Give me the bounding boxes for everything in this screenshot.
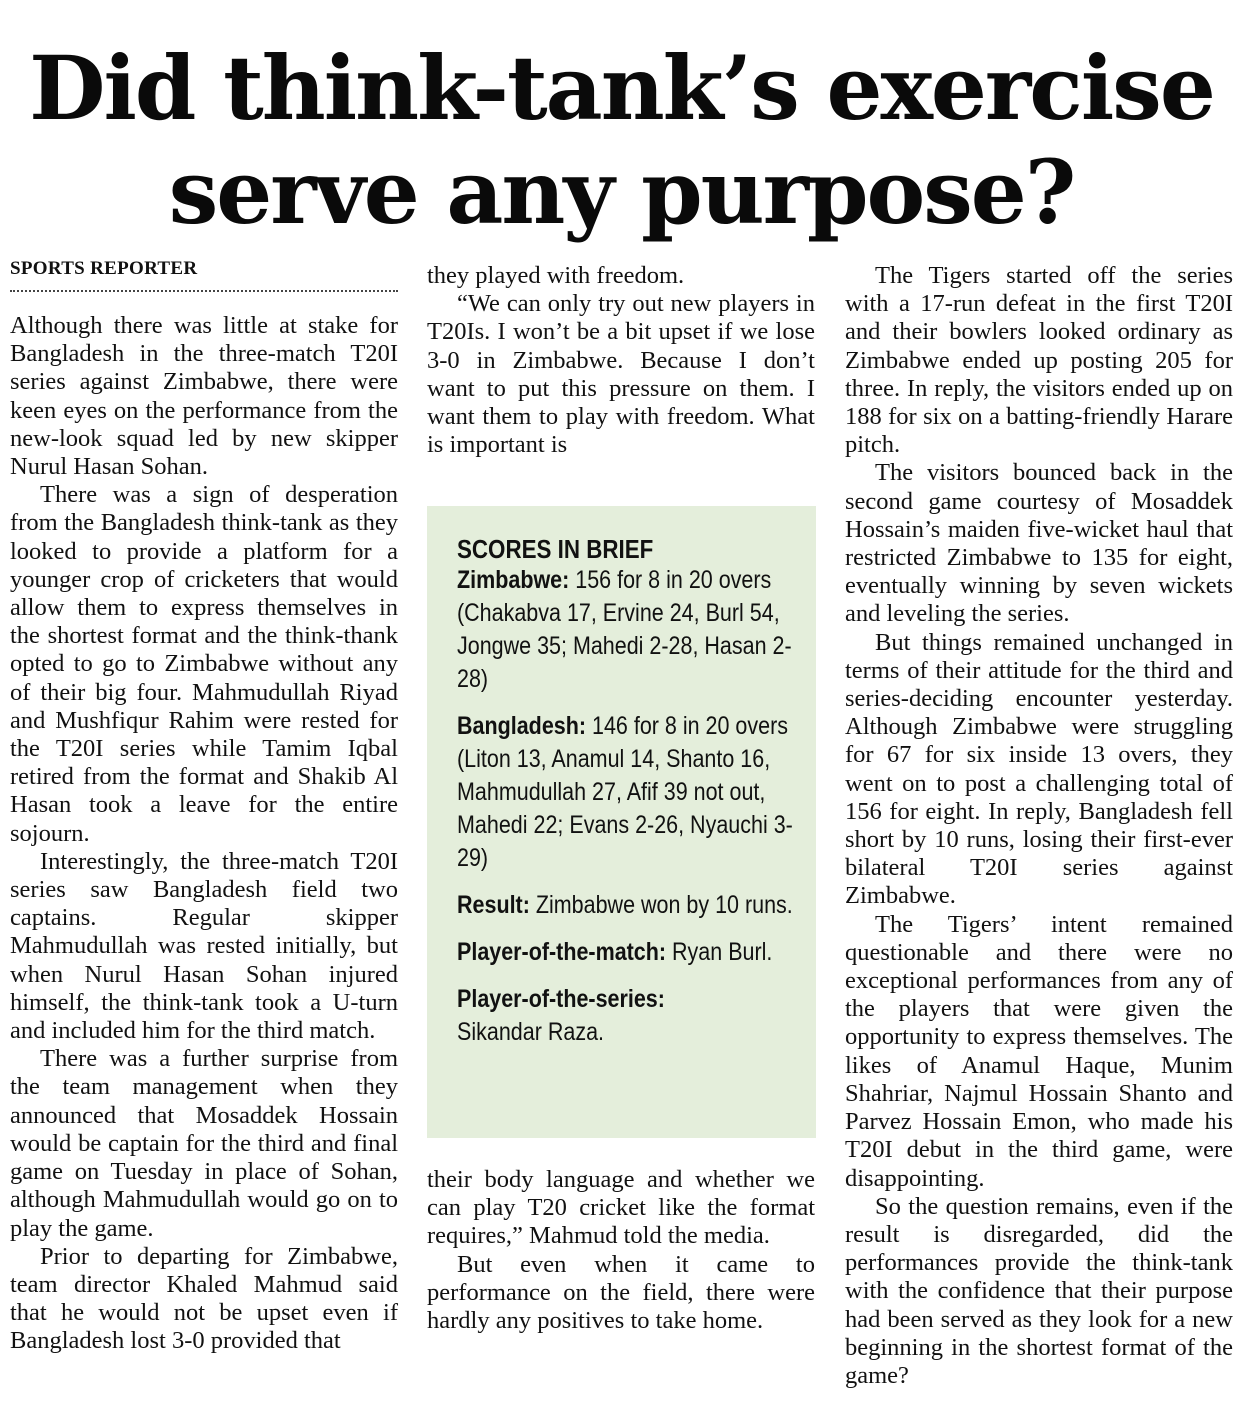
paragraph: Prior to departing for Zimbabwe, team director Khaled Mahmud said that he would not be upset even if Bangladesh lost 3-0 provided that <box>10 1242 398 1355</box>
potm-label: Player-of-the-match: <box>457 938 667 966</box>
article-column-1 <box>10 258 398 1356</box>
paragraph: they played with freedom. <box>427 262 685 289</box>
bangladesh-score <box>457 710 801 875</box>
bangladesh-label: Bangladesh: <box>457 712 587 740</box>
paragraph: There was a sign of desperation from the Bangladesh think-tank as they looked to provide a platform for a younger crop of cricketers that would allow them to express themselves in the shortest format and the think-thank opted to go to Zimbabwe without any of their big four. Mahmudullah Riyad and Mushfiqur Rahim were rested for the T20I series while Tamim Iqbal retired from the format and Shakib Al Hasan took a leave for the entire sojourn. <box>10 481 398 847</box>
zimbabwe-score <box>457 564 801 696</box>
paragraph: The Tigers started off the series with a 17-run defeat in the first T20I and their bowlers looked ordinary as Zimbabwe ended up posting 205 for three. In reply, the visitors ended up on 188 for six on a batting-friendly Harare pitch. <box>845 262 1233 459</box>
player-of-the-series <box>457 983 801 1049</box>
paragraph: their body language and whether we can play T20 cricket like the format requires,” Mahmud told the media. <box>427 1166 815 1250</box>
byline: SPORTS REPORTER <box>10 258 398 292</box>
paragraph: So the question remains, even if the result is disregarded, did the performances provide the think-tank with the confidence that their purpose had been served as they look for a new beginning in the shortest format of the game? <box>845 1192 1233 1389</box>
scores-in-brief-box <box>427 506 816 1138</box>
bangladesh-score-text: 146 for 8 in 20 overs (Liton 13, Anamul 14, Shanto 16, Mahmudullah 27, Afif 39 not out, Mahedi 22; Evans 2-26, Nyauchi 3-29) <box>457 712 793 872</box>
article-column-2-top <box>427 262 815 459</box>
pots-text: Sikandar Raza. <box>457 1018 605 1046</box>
zimbabwe-label: Zimbabwe: <box>457 566 570 594</box>
paragraph: The Tigers’ intent remained questionable and there were no exceptional performances from any of the players that were given the opportunity to express themselves. The likes of Anamul Haque, Munim Shahriar, Najmul Hossain Shanto and Parvez Hossain Emon, who made his T20I debut in the third game, were disappointing. <box>845 910 1233 1192</box>
zimbabwe-score-text: 156 for 8 in 20 overs (Chakabva 17, Ervine 24, Burl 54, Jongwe 35; Mahedi 2-28, Hasan 2-28) <box>457 566 792 693</box>
result <box>457 889 801 922</box>
result-label: Result: <box>457 891 530 919</box>
paragraph: There was a further surprise from the team management when they announced that Mosaddek Hossain would be captain for the third and final game on Tuesday in place of Sohan, although Mahmudullah would go on to play the game. <box>10 1045 398 1242</box>
scores-title: SCORES IN BRIEF <box>457 534 654 564</box>
headline: Did think-tank’s exercise serve any purpose? <box>29 36 1214 244</box>
paragraph: But even when it came to performance on the field, there were hardly any positives to take home. <box>427 1250 815 1335</box>
paragraph: “We can only try out new players in T20Is. I won’t be a bit upset if we lose 3-0 in Zimbabwe. Because I don’t want to put this pressure on them. I want them to play with freedom. What is important is <box>427 290 815 459</box>
paragraph: But things remained unchanged in terms of their attitude for the third and series-deciding encounter yesterday. Although Zimbabwe were struggling for 67 for six inside 13 overs, they went on to post a challenging total of 156 for eight. In reply, Bangladesh fell short by 10 runs, losing their first-ever bilateral T20I series against Zimbabwe. <box>845 628 1233 910</box>
pots-label: Player-of-the-series: <box>457 985 665 1013</box>
paragraph: The visitors bounced back in the second game courtesy of Mosaddek Hossain’s maiden five-wicket haul that restricted Zimbabwe to 135 for eight, eventually winning by seven wickets and leveling the series. <box>845 459 1233 628</box>
paragraph: Although there was little at stake for Bangladesh in the three-match T20I series against Zimbabwe, there were keen eyes on the performance from the new-look squad led by new skipper Nurul Hasan Sohan. <box>10 312 398 481</box>
result-text: Zimbabwe won by 10 runs. <box>529 891 793 919</box>
article-column-2-bottom <box>427 1166 815 1335</box>
potm-text: Ryan Burl. <box>666 938 773 966</box>
player-of-the-match <box>457 936 801 969</box>
paragraph: Interestingly, the three-match T20I series saw Bangladesh field two captains. Regular skipper Mahmudullah was rested initially, but when Nurul Hasan Sohan injured himself, the think-tank took a U-turn and included him for the third match. <box>10 847 398 1045</box>
article-column-3 <box>845 262 1233 1390</box>
